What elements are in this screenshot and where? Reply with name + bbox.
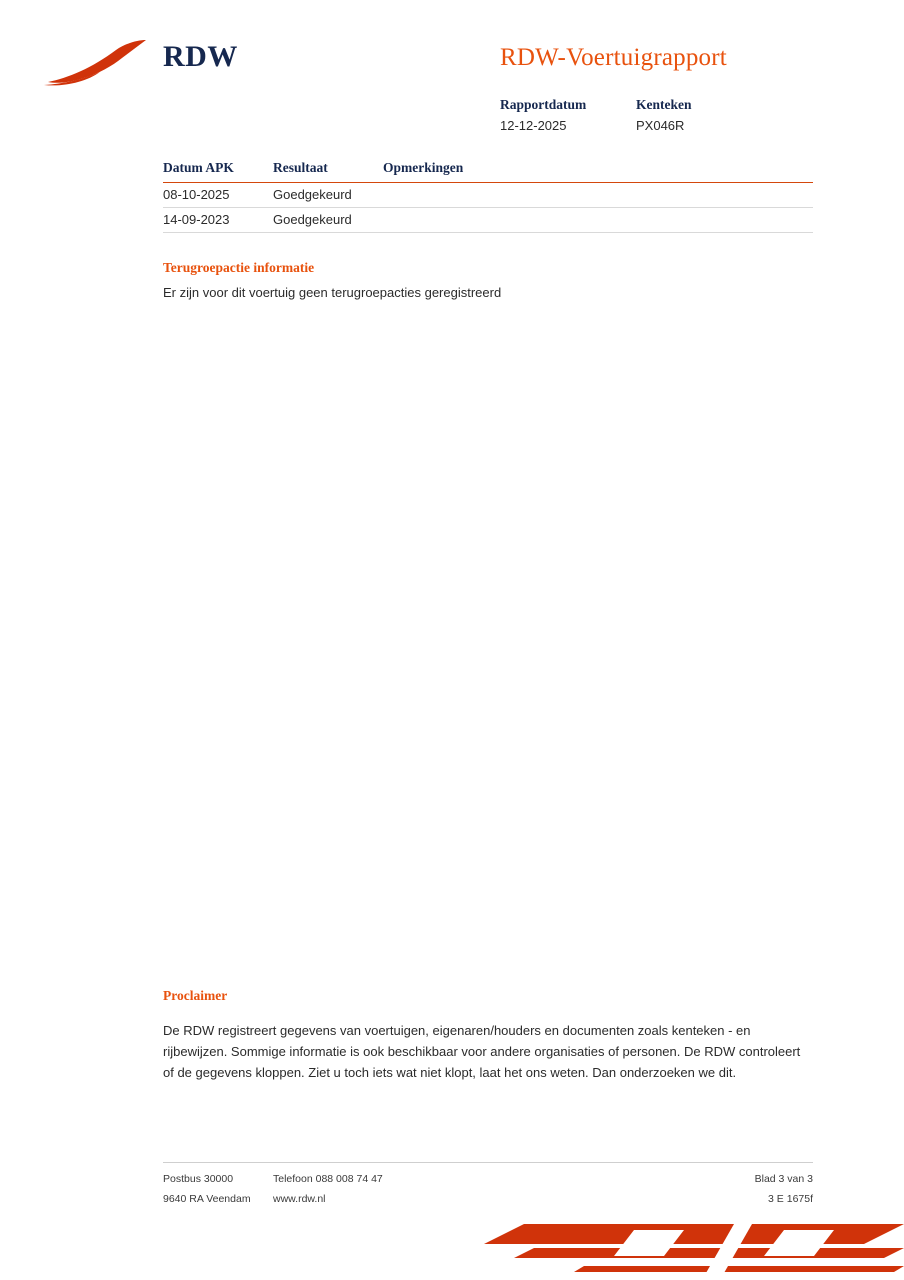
cell-result: Goedgekeurd — [273, 187, 352, 202]
table-row — [163, 183, 813, 208]
table-header-row — [163, 160, 813, 183]
page-title: RDW-Voertuigrapport — [500, 44, 727, 71]
footer-website[interactable]: www.rdw.nl — [273, 1193, 326, 1205]
report-date-value: 12-12-2025 — [500, 118, 567, 133]
column-header-remarks: Opmerkingen — [383, 160, 464, 175]
table-row — [163, 208, 813, 233]
apk-table — [163, 160, 813, 233]
report-date-label: Rapportdatum — [500, 97, 587, 112]
recall-section — [163, 260, 823, 303]
page-footer — [163, 1162, 813, 1213]
footer-form-code: 3 E 1675f — [768, 1193, 813, 1205]
cell-date: 08-10-2025 — [163, 187, 230, 202]
footer-phone: Telefoon 088 008 74 47 — [273, 1173, 383, 1185]
recall-section-title: Terugroepactie informatie — [163, 260, 315, 275]
proclaimer-section-text: De RDW registreert gegevens van voertuigen, eigenaren/houders en documenten zoals kenteken - en rijbewijzen. Sommige informatie is ook beschikbaar voor andere organisaties of personen. De RDW controleert of de gegevens kloppen. Ziet u toch iets wat niet klopt, laat het ons weten. Dan onderzoeken we dit. — [163, 1023, 801, 1081]
column-header-result: Resultaat — [273, 160, 328, 175]
footer-decoration-icon — [484, 1210, 904, 1280]
report-meta — [500, 97, 830, 133]
cell-remarks — [383, 187, 683, 202]
footer-city: 9640 RA Veendam — [163, 1193, 251, 1205]
rdw-feather-logo-icon — [42, 38, 152, 88]
footer-po-box: Postbus 30000 — [163, 1173, 234, 1185]
cell-result: Goedgekeurd — [273, 212, 352, 227]
license-plate-label: Kenteken — [636, 97, 692, 112]
recall-section-text: Er zijn voor dit voertuig geen terugroepacties geregistreerd — [163, 285, 502, 300]
license-plate-value: PX046R — [636, 118, 685, 133]
proclaimer-section — [163, 988, 803, 1083]
cell-date: 14-09-2023 — [163, 212, 230, 227]
column-header-date: Datum APK — [163, 160, 234, 175]
rdw-wordmark: RDW — [163, 40, 238, 73]
footer-page-number: Blad 3 van 3 — [754, 1173, 813, 1185]
proclaimer-section-title: Proclaimer — [163, 988, 228, 1003]
cell-remarks — [383, 212, 683, 227]
